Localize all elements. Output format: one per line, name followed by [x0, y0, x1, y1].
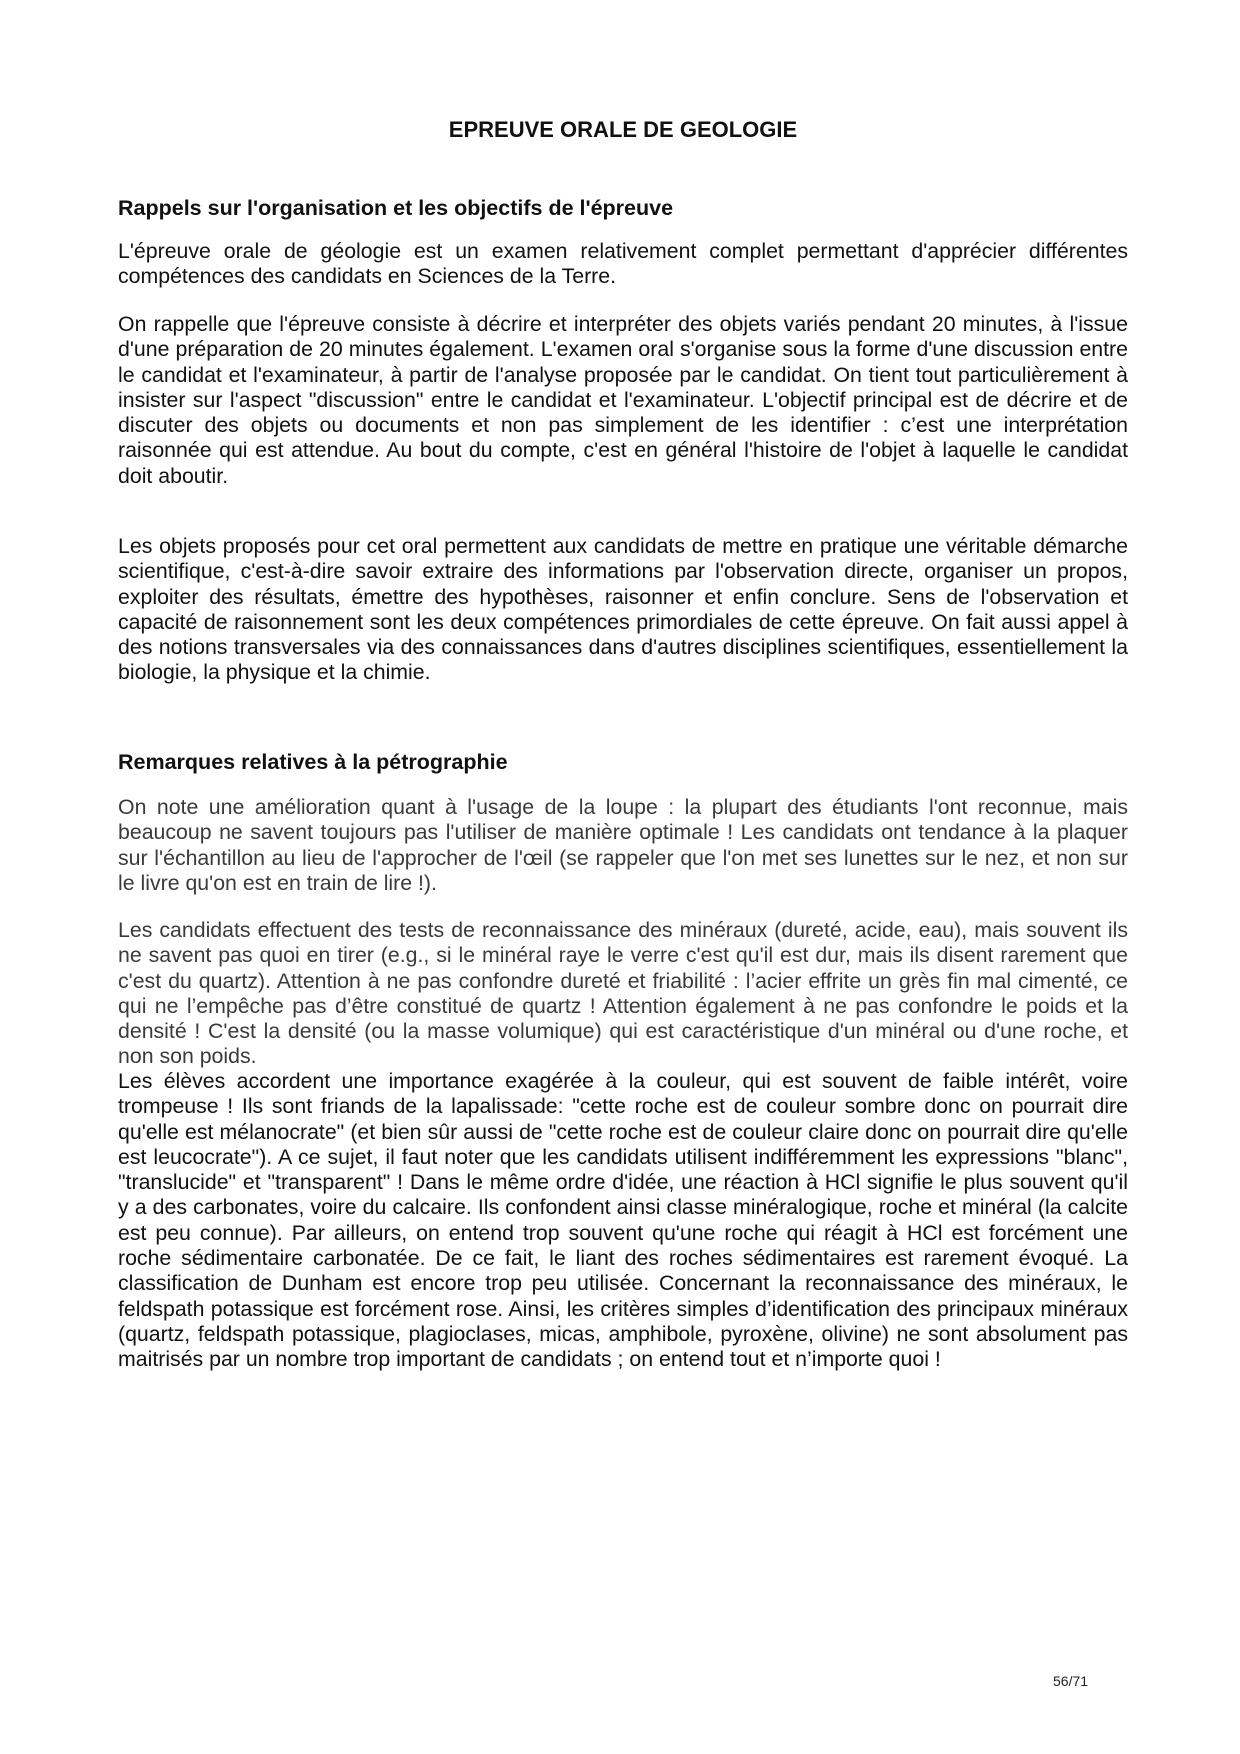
section-heading-petrographie: Remarques relatives à la pétrographie	[118, 750, 508, 774]
paragraph: Les objets proposés pour cet oral permettent aux candidats de mettre en pratique une véritable démarche scientifique, c'est-à-dire savoir extraire des informations par l'observation directe, organiser un propos, exploiter des résultats, émettre des hypothèses, raisonner et enfin conclure. Sens de l'observation et capacité de raisonnement sont les deux compétences primordiales de cette épreuve. On fait aussi appel à des notions transversales via des connaissances dans d'autres disciplines scientifiques, essentiellement la biologie, la physique et la chimie.	[118, 534, 1128, 685]
paragraph: Les élèves accordent une importance exagérée à la couleur, qui est souvent de faible intérêt, voire trompeuse ! Ils sont friands de la lapalissade: "cette roche est de couleur sombre donc on pourrait dire qu'elle est mélanocrate" (et bien sûr aussi de "cette roche est de couleur claire donc on pourrait dire qu'elle est leucocrate"). A ce sujet, il faut noter que les candidats utilisent indifféremment les expressions "blanc", "translucide" et "transparent" ! Dans le même ordre d'idée, une réaction à HCl signifie le plus souvent qu'il y a des carbonates, voire du calcaire. Ils confondent ainsi classe minéralogique, roche et minéral (la calcite est peu connue). Par ailleurs, on entend trop souvent qu'une roche qui réagit à HCl est forcément une roche sédimentaire carbonatée. De ce fait, le liant des roches sédimentaires est rarement évoqué. La classification de Dunham est encore trop peu utilisée. Concernant la reconnaissance des minéraux, le feldspath potassique est forcément rose. Ainsi, les critères simples d’identification des principaux minéraux (quartz, feldspath potassique, plagioclases, micas, amphibole, pyroxène, olivine) ne sont absolument pas maitrisés par un nombre trop important de candidats ; on entend tout et n’importe quoi !	[118, 1069, 1128, 1372]
paragraph: On note une amélioration quant à l'usage de la loupe : la plupart des étudiants l'ont reconnue, mais beaucoup ne savent toujours pas l'utiliser de manière optimale ! Les candidats ont tendance à la plaquer sur l'échantillon au lieu de l'approcher de l'œil (se rappeler que l'on met ses lunettes sur le nez, et non sur le livre qu'on est en train de lire !).	[118, 795, 1128, 895]
section-heading-organisation: Rappels sur l'organisation et les objectifs de l'épreuve	[118, 196, 674, 220]
page-number: 56/71	[1053, 1673, 1089, 1689]
document-title: EPREUVE ORALE DE GEOLOGIE	[448, 117, 798, 142]
paragraph: Les candidats effectuent des tests de reconnaissance des minéraux (dureté, acide, eau), mais souvent ils ne savent pas quoi en tirer (e.g., si le minéral raye le verre c'est qu'il est dur, mais ils disent rarement que c'est du quartz). Attention à ne pas confondre dureté et friabilité : l’acier effrite un grès fin mal cimenté, ce qui ne l’empêche pas d’être constitué de quartz ! Attention également à ne pas confondre le poids et la densité ! C'est la densité (ou la masse volumique) qui est caractéristique d'un minéral ou d'une roche, et non son poids.	[118, 918, 1128, 1069]
paragraph: L'épreuve orale de géologie est un examen relativement complet permettant d'apprécier différentes compétences des candidats en Sciences de la Terre.	[118, 239, 1128, 289]
paragraph: On rappelle que l'épreuve consiste à décrire et interpréter des objets variés pendant 20 minutes, à l'issue d'une préparation de 20 minutes également. L'examen oral s'organise sous la forme d'une discussion entre le candidat et l'examinateur, à partir de l'analyse proposée par le candidat. On tient tout particulièrement à insister sur l'aspect "discussion" entre le candidat et l'examinateur. L'objectif principal est de décrire et de discuter des objets ou documents et non pas simplement de les identifier : c’est une interprétation raisonnée qui est attendue. Au bout du compte, c'est en général l'histoire de l'objet à laquelle le candidat doit aboutir.	[118, 312, 1128, 488]
